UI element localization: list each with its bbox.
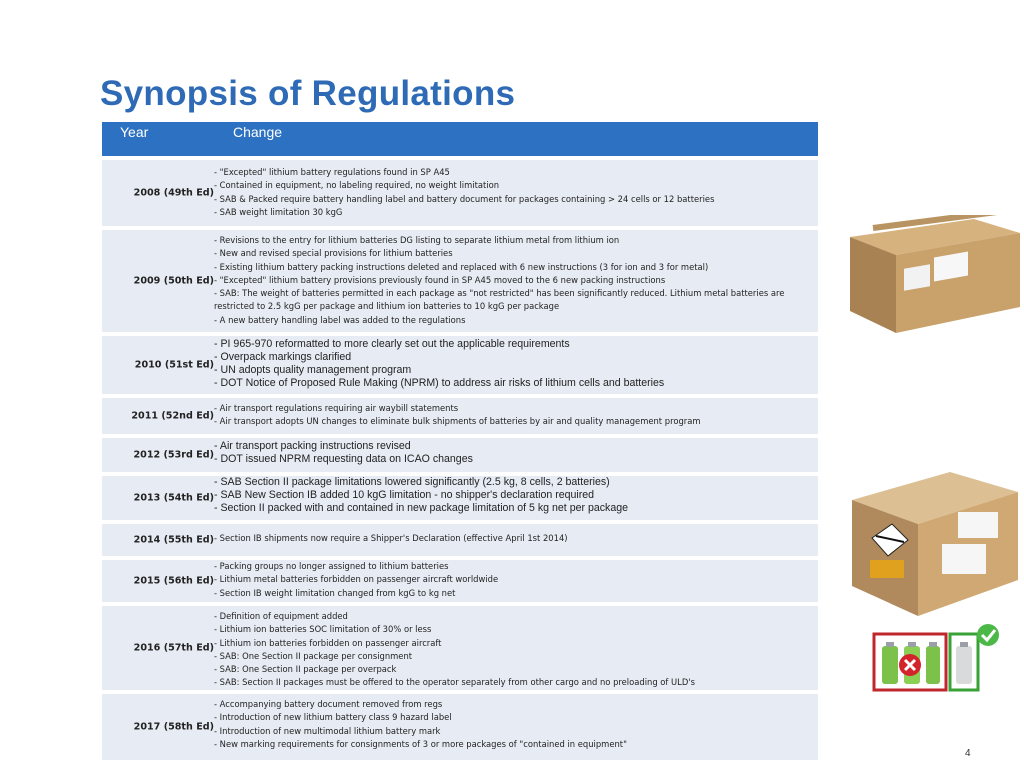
change-line: - Introduction of new multimodal lithium battery mark <box>214 725 441 736</box>
row-changes <box>214 166 714 219</box>
row-changes <box>214 532 568 545</box>
change-line: - Section IB shipments now require a Shipper's Declaration (effective April 1st 2014) <box>214 533 568 543</box>
change-line: - DOT Notice of Proposed Rule Making (NPRM) to address air risks of lithium cells and batteries <box>214 377 665 390</box>
change-line: - UN adopts quality management program <box>214 364 412 377</box>
change-line: - SAB weight limitation 30 kgG <box>214 206 343 217</box>
change-line: - SAB: One Section II package per overpack <box>214 664 397 675</box>
row-year: 2010 (51st Ed) <box>134 359 214 371</box>
table-header <box>102 122 818 156</box>
row-year: 2016 (57th Ed) <box>133 642 214 654</box>
row-year: 2017 (58th Ed) <box>133 721 214 733</box>
row-changes <box>214 402 701 429</box>
change-line: - Accompanying battery document removed from regs <box>214 699 443 709</box>
cardboard-box-image <box>846 215 1022 335</box>
row-year: 2015 (56th Ed) <box>133 575 214 587</box>
header-change: Change <box>233 124 283 140</box>
change-line: - DOT issued NPRM requesting data on ICAO changes <box>214 453 473 466</box>
row-year: 2014 (55th Ed) <box>133 534 214 546</box>
change-line: - Air transport regulations requiring air waybill statements <box>214 403 459 413</box>
row-year: 2013 (54th Ed) <box>133 492 214 504</box>
hazard-label-box-image <box>846 468 1022 618</box>
page-number: 4 <box>965 748 971 759</box>
table-row <box>102 476 818 520</box>
change-line: - Introduction of new lithium battery class 9 hazard label <box>214 712 452 723</box>
table-row <box>102 560 818 602</box>
battery-status-icons <box>872 622 1004 694</box>
table-row <box>102 524 818 556</box>
change-line: - A new battery handling label was added to the regulations <box>214 314 466 325</box>
header-year: Year <box>120 124 149 140</box>
change-line: - New and revised special provisions for lithium batteries <box>214 248 453 259</box>
change-line: - SAB: The weight of batteries permitted in each package as "not restricted" has been significantly reduced. Lithium metal batteries are <box>214 288 785 299</box>
change-line: - Overpack markings clarified <box>214 351 352 364</box>
change-line: - Definition of equipment added <box>214 611 348 621</box>
page-title: Synopsis of Regulations <box>100 74 516 113</box>
change-line: - Contained in equipment, no labeling required, no weight limitation <box>214 180 500 191</box>
change-line: - SAB New Section IB added 10 kgG limitation - no shipper's declaration required <box>214 489 595 502</box>
table-row <box>102 336 818 394</box>
table-row <box>102 398 818 434</box>
table-row <box>102 438 818 472</box>
row-changes <box>214 698 627 751</box>
change-line: - Section IB weight limitation changed from kgG to kg net <box>214 587 456 598</box>
row-changes <box>214 338 664 390</box>
row-year: 2011 (52nd Ed) <box>131 410 214 422</box>
battery-allowed-icon <box>950 624 999 690</box>
change-line: - SAB: Section II packages must be offered to the operator separately from other cargo and no preloading of ULD's <box>214 677 695 688</box>
row-changes <box>214 234 784 327</box>
change-line: - PI 965-970 reformatted to more clearly set out the applicable requirements <box>214 338 570 350</box>
change-line: - SAB: One Section II package per consignment <box>214 650 413 661</box>
change-line: restricted to 2.5 kgG per package and lithium ion batteries to 10 kgG per package <box>214 301 560 312</box>
change-line: - SAB & Packed require battery handling label and battery document for packages containing > 24 cells or 12 batteries <box>214 193 715 204</box>
change-line: - Existing lithium battery packing instructions deleted and replaced with 6 new instructions (3 for ion and 3 for metal) <box>214 261 709 272</box>
table-row <box>102 694 818 760</box>
table-row <box>102 230 818 332</box>
row-changes <box>214 560 498 600</box>
change-line: - Lithium ion batteries SOC limitation of 30% or less <box>214 624 432 635</box>
change-line: - Section II packed with and contained in new package limitation of 5 kg net per package <box>214 502 628 515</box>
battery-forbidden-icon <box>874 634 946 690</box>
table-row <box>102 160 818 226</box>
row-year: 2009 (50th Ed) <box>133 275 214 287</box>
row-changes <box>214 440 473 466</box>
row-year: 2012 (53rd Ed) <box>133 449 214 461</box>
change-line: - Air transport adopts UN changes to eliminate bulk shipments of batteries by air and quality management program <box>214 416 701 427</box>
change-line: - Air transport packing instructions revised <box>214 440 411 452</box>
table-row <box>102 606 818 690</box>
row-changes <box>214 610 695 690</box>
row-year: 2008 (49th Ed) <box>133 187 214 199</box>
change-line: - "Excepted" lithium battery provisions previously found in SP A45 moved to the 6 new packing instructions <box>214 274 666 285</box>
change-line: - Lithium ion batteries forbidden on passenger aircraft <box>214 637 442 648</box>
change-line: - Lithium metal batteries forbidden on passenger aircraft worldwide <box>214 574 499 585</box>
change-line: - New marking requirements for consignments of 3 or more packages of "contained in equipment" <box>214 738 627 749</box>
change-line: - "Excepted" lithium battery regulations found in SP A45 <box>214 167 450 177</box>
change-line: - Revisions to the entry for lithium batteries DG listing to separate lithium metal from lithium ion <box>214 235 620 245</box>
change-line: - Packing groups no longer assigned to lithium batteries <box>214 561 449 571</box>
change-line: - SAB Section II package limitations lowered significantly (2.5 kg, 8 cells, 2 batteries) <box>214 476 610 488</box>
row-changes <box>214 476 628 515</box>
